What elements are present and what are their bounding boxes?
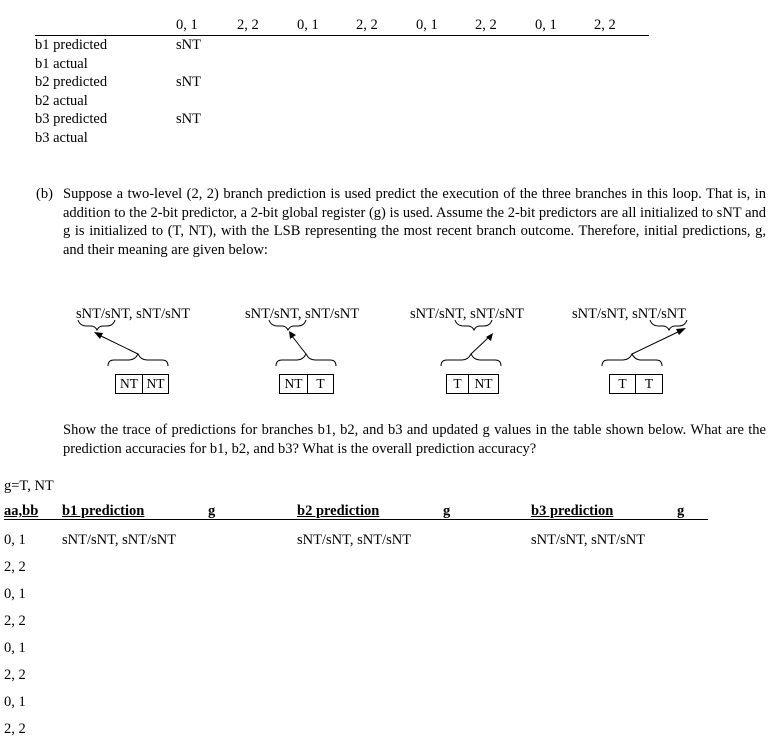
global-register xyxy=(279,374,334,394)
register-brace xyxy=(276,354,336,366)
pointer-arrow xyxy=(632,331,680,354)
part-label: (b) xyxy=(36,186,53,202)
row-aabb: 2, 2 xyxy=(4,559,26,575)
row-label: b1 actual xyxy=(35,56,88,72)
predictor-text: sNT/sNT, sNT/sNT xyxy=(410,306,525,322)
register-bit: T xyxy=(316,376,325,391)
row-label: b2 predicted xyxy=(35,74,108,90)
b1-prediction-cell: sNT/sNT, sNT/sNT xyxy=(62,532,177,548)
register-bit: NT xyxy=(474,376,493,391)
col-header-g2: g xyxy=(443,503,451,519)
pointer-arrow xyxy=(292,336,306,354)
col-header: 0, 1 xyxy=(176,17,198,33)
question-paragraph xyxy=(63,421,766,458)
question-text: Show the trace of predictions for branches b1, b2, and b3 and updated g values in the table shown below. What are the prediction accuracies for b1, b2, and b3? What is the overall prediction accuracy? xyxy=(63,422,766,457)
row-aabb: 2, 2 xyxy=(4,667,26,683)
col-header: 0, 1 xyxy=(297,17,319,33)
b3-prediction-cell: sNT/sNT, sNT/sNT xyxy=(531,532,646,548)
col-header: 0, 1 xyxy=(535,17,557,33)
col-header-aabb: aa,bb xyxy=(4,503,39,519)
table-cell: sNT xyxy=(176,74,201,90)
global-register xyxy=(446,374,499,394)
register-brace xyxy=(441,354,501,366)
global-register xyxy=(609,374,663,394)
row-aabb: 0, 1 xyxy=(4,694,26,710)
register-brace xyxy=(602,354,662,366)
row-aabb: 0, 1 xyxy=(4,586,26,602)
row-label: b3 actual xyxy=(35,130,88,146)
row-aabb: 2, 2 xyxy=(4,613,26,629)
row-aabb: 0, 1 xyxy=(4,640,26,656)
pointer-arrow xyxy=(471,337,489,354)
pointer-arrow xyxy=(99,335,138,354)
b2-prediction-cell: sNT/sNT, sNT/sNT xyxy=(297,532,412,548)
row-aabb: 2, 2 xyxy=(4,721,26,737)
predictor-text: sNT/sNT, sNT/sNT xyxy=(245,306,360,322)
register-bit: T xyxy=(644,376,654,391)
global-register xyxy=(115,374,169,394)
g-initial: g=T, NT xyxy=(4,478,54,494)
col-header: 0, 1 xyxy=(416,17,438,33)
register-bit: T xyxy=(610,375,636,393)
predictor-brace xyxy=(269,320,306,330)
row-aabb: 0, 1 xyxy=(4,532,26,548)
table-cell: sNT xyxy=(176,37,201,53)
register-bit: T xyxy=(447,375,469,393)
predictor-brace xyxy=(78,320,115,330)
col-header-b2: b2 prediction xyxy=(297,503,380,519)
table-cell: sNT xyxy=(176,111,201,127)
col-header-g1: g xyxy=(208,503,216,519)
register-bit: NT xyxy=(146,376,165,391)
part-b-text: Suppose a two-level (2, 2) branch prediction is used predict the execution of the three branches in this loop. That is, in addition to the 2-bit predictor, a 2-bit global register (g) is used. Assume the 2-bit predictors are all initialized to sNT and g is initialized to (T, NT), with the LSB representing the most recent branch outcome. Therefore, initial predictions, g, and their meaning are given below: xyxy=(63,186,766,258)
predictor-text: sNT/sNT, sNT/sNT xyxy=(572,306,687,322)
register-brace xyxy=(108,354,168,366)
register-bit: NT xyxy=(116,375,143,393)
predictor-text: sNT/sNT, sNT/sNT xyxy=(76,306,191,322)
col-header: 2, 2 xyxy=(356,17,378,33)
col-header: 2, 2 xyxy=(594,17,616,33)
col-header: 2, 2 xyxy=(475,17,497,33)
register-bit: NT xyxy=(280,375,308,393)
row-label: b1 predicted xyxy=(35,37,108,53)
header-underline xyxy=(4,519,708,520)
col-header-g3: g xyxy=(677,503,685,519)
predictor-brace xyxy=(455,320,492,330)
col-header-b1: b1 prediction xyxy=(62,503,145,519)
col-header: 2, 2 xyxy=(237,17,259,33)
row-label: b3 predicted xyxy=(35,111,108,127)
col-header-b3: b3 prediction xyxy=(531,503,614,519)
row-label: b2 actual xyxy=(35,93,88,109)
